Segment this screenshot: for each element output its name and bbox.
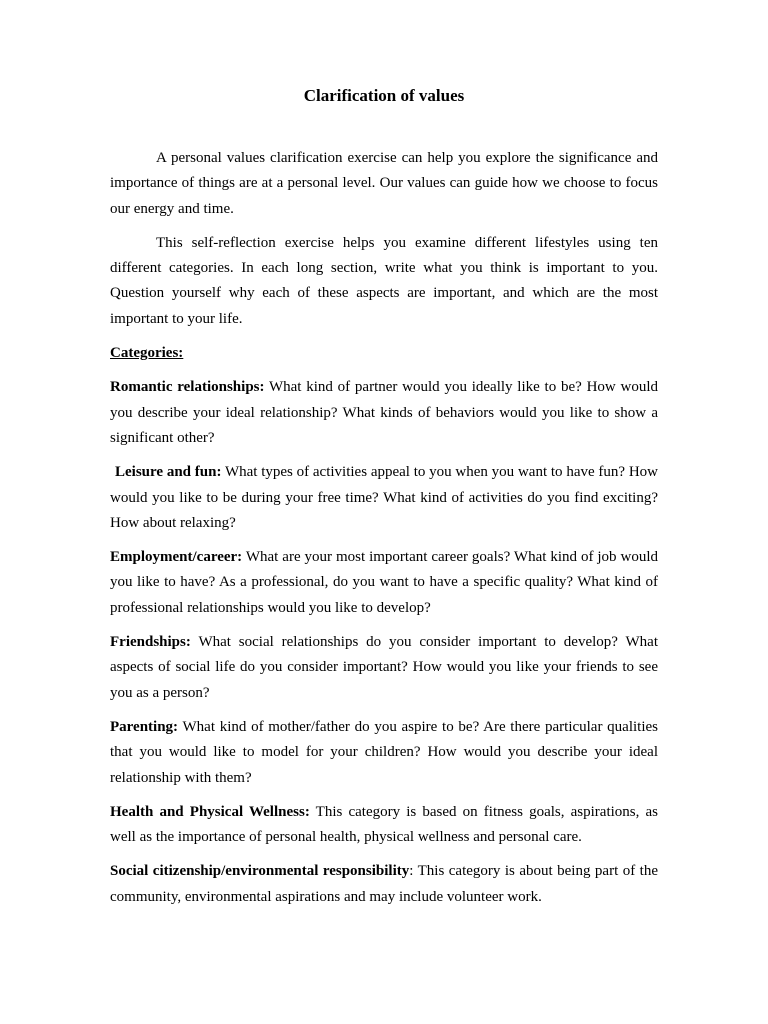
category-parenting	[110, 715, 658, 791]
category-health-and-physical-wellness	[110, 800, 658, 851]
category-description: What kind of partner would you ideally like to be? How would you describe your ideal relationship? What kinds of behaviors would you like to show a significant other?	[110, 379, 658, 446]
category-description: What types of activities appeal to you when you want to have fun? How would you like to be during your free time? What kind of activities do you find exciting? How about relaxing?	[110, 464, 658, 531]
category-term: Health and Physical Wellness:	[110, 803, 310, 820]
category-description: What kind of mother/father do you aspire to be? Are there particular qualities that you would like to model for your children? How would you describe your ideal relationship with them?	[110, 718, 658, 786]
category-employment-career	[110, 545, 658, 621]
category-description: This category is based on fitness goals, aspirations, as well as the importance of personal health, physical wellness and personal care.	[110, 803, 658, 846]
category-term: Friendships:	[110, 634, 191, 651]
category-term: Social citizenship/environmental responsibility	[110, 863, 410, 880]
intro-paragraph-2: This self-reflection exercise helps you examine different lifestyles using ten different categories. In each long section, write what you think is important to you. Question yourself why each of these aspects are important, and which are the most important to your life.	[110, 234, 658, 327]
categories-heading: Categories:	[110, 345, 184, 362]
category-social-citizenship	[110, 859, 658, 910]
category-term: Romantic relationships:	[110, 379, 265, 396]
category-description: What social relationships do you consider important to develop? What aspects of social life do you consider important? How would you like your friends to see you as a person?	[110, 634, 658, 701]
category-friendships	[110, 630, 658, 706]
category-term: Leisure and fun:	[115, 464, 222, 481]
category-romantic-relationships	[110, 375, 658, 451]
category-description: : This category is about being part of the community, environmental aspirations and may include volunteer work.	[110, 863, 658, 905]
intro-paragraph-1: A personal values clarification exercise can help you explore the significance and importance of things are at a personal level. Our values can guide how we choose to focus our energy and time.	[110, 150, 658, 217]
category-leisure-and-fun	[110, 460, 658, 536]
document-page	[110, 84, 658, 919]
categories-heading-line	[110, 341, 658, 366]
category-term: Employment/career:	[110, 549, 243, 566]
category-description: What are your most important career goals? What kind of job would you like to have? As a professional, do you want to have a specific quality? What kind of professional relationships would you like to develop?	[110, 549, 658, 616]
category-term: Parenting:	[110, 718, 179, 735]
document-title: Clarification of values	[303, 86, 465, 105]
